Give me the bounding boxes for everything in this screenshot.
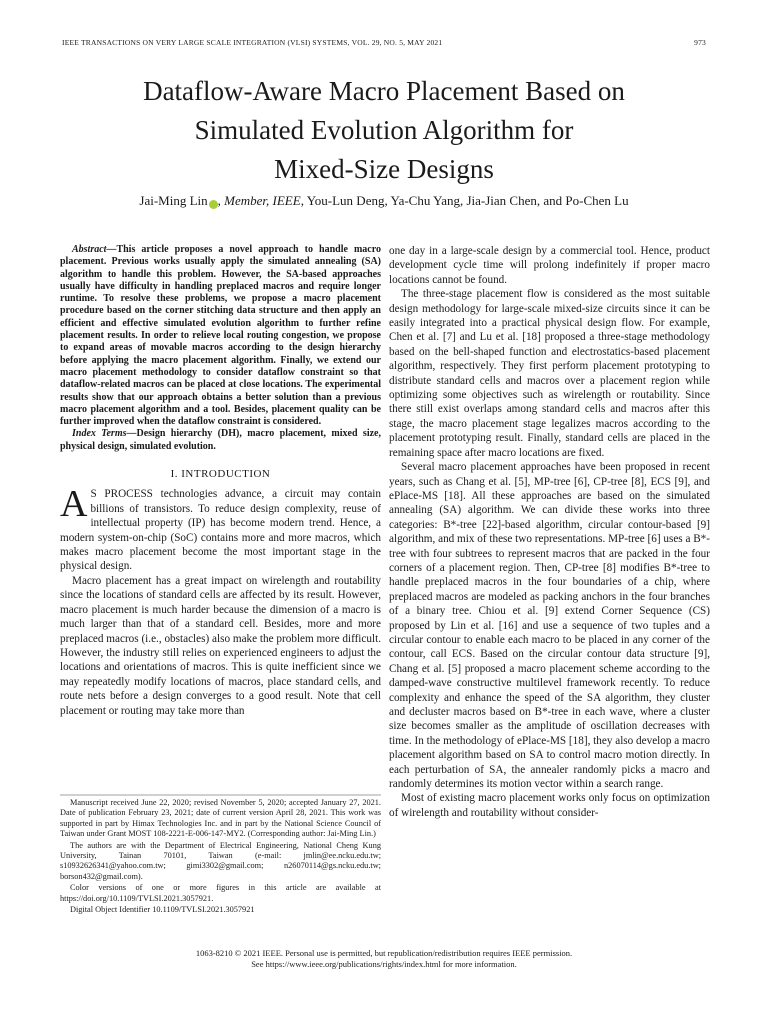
title-line-2: Simulated Evolution Algorithm for bbox=[194, 115, 574, 145]
title-line-3: Mixed-Size Designs bbox=[274, 154, 494, 184]
index-terms-label: Index Terms— bbox=[72, 428, 137, 440]
drop-cap: A bbox=[60, 483, 88, 526]
intro-paragraph-1-text: S PROCESS technologies advance, a circuit may contain billions of transistors. To reduce design complexity, reuse of intellectual property (IP) has become modern trend. Hence, a modern system-on-chip (SoC) contains more and more macros, which makes macro placement become the most important stage in the physical design. bbox=[60, 488, 381, 573]
body-paragraph-1: one day in a large-scale design by a commercial tool. Hence, product development cycle time will prolong indefinitely if proper macro locations cannot be found. bbox=[389, 245, 710, 286]
author-membership: , Member, IEEE bbox=[217, 193, 301, 208]
author-list bbox=[50, 193, 718, 209]
page-number: 973 bbox=[694, 38, 706, 47]
journal-name: IEEE TRANSACTIONS ON VERY LARGE SCALE INTEGRATION (VLSI) SYSTEMS, VOL. 29, NO. 5, MAY 2021 bbox=[62, 38, 443, 47]
orcid-icon[interactable] bbox=[209, 200, 218, 209]
left-column bbox=[60, 244, 381, 718]
index-terms-text: Design hierarchy (DH), macro placement, mixed size, physical design, simulated evolution. bbox=[60, 428, 381, 452]
abstract-text: This article proposes a novel approach to handle macro placement. Previous works usually apply the simulated annealing (SA) algorithm to handle this problem. However, the SA-based approaches usually have difficulty in handling preplaced macros and require longer runtime. To resolve these problems, we propose a macro placement procedure based on the corner stitching data structure and then apply an efficient and effective simulated evolution algorithm to further refine placement results. In order to relieve local routing congestion, we propose to expand areas of movable macros according to the design hierarchy before applying the macro placement algorithm. Finally, we extend our macro placement methodology to consider dataflow constraint so that dataflow-related macros can be placed at close locations. The experimental results show that our approach obtains a better solution than a previous macro placement algorithm and a tool. Besides, placement quality can be further improved when the dataflow constraint is considered. bbox=[60, 244, 381, 428]
footnote-divider bbox=[60, 794, 381, 796]
footnotes bbox=[60, 798, 381, 916]
footnote-doi: Digital Object Identifier 10.1109/TVLSI.2021.3057921 bbox=[70, 905, 255, 915]
paper-title bbox=[60, 72, 708, 189]
right-column bbox=[389, 244, 710, 820]
footnote-color-versions: Color versions of one or more figures in this article are available at https://doi.org/10.1109/TVLSI.2021.3057921. bbox=[60, 883, 381, 903]
title-line-1: Dataflow-Aware Macro Placement Based on bbox=[143, 76, 625, 106]
running-header bbox=[62, 38, 706, 52]
abstract bbox=[60, 244, 381, 428]
copyright-line-2: See https://www.ieee.org/publications/rights/index.html for more information. bbox=[251, 959, 517, 969]
index-terms bbox=[60, 428, 381, 453]
section-heading-introduction: I. INTRODUCTION bbox=[170, 468, 271, 481]
body-paragraph-4: Most of existing macro placement works only focus on optimization of wirelength and routability without consider- bbox=[389, 792, 710, 819]
copyright-notice bbox=[60, 948, 708, 970]
copyright-line-1: 1063-8210 © 2021 IEEE. Personal use is permitted, but republication/redistribution requires IEEE permission. bbox=[195, 948, 573, 958]
intro-paragraph-2: Macro placement has a great impact on wirelength and routability since the locations of standard cells are affected by its result. However, macro placement is much harder because the dimension of a macro is much larger than that of a standard cell. Besides, more and more preplaced macros (i.e., obstacles) also make the problem more difficult. However, the industry still relies on experienced engineers to adjust the locations and orientations of macros. This is quite inefficient since we may repeatedly modify locations of macros, place standard cells, and route nets before a design converges to a good result. Note that cell placement or routing may take more than bbox=[60, 574, 381, 717]
other-authors: , You-Lun Deng, Ya-Chu Yang, Jia-Jian Chen, and Po-Chen Lu bbox=[300, 193, 629, 208]
body-paragraph-3: Several macro placement approaches have been proposed in recent years, such as Chang et al. [5], MP-tree [6], CP-tree [8], ECS [9], and ePlace-MS [18]. All these approaches are based on the simulated annealing (SA) algorithm. We can divide these works into three categories: B*-tree [22]-based algorithm, circular contour-based [9] algorithm, and mix of these two representations. MP-tree [6] uses a B*-tree with four subtrees to represent macros that are packed in the four corners of a placement region. Then, CP-tree [8] modifies B*-tree to handle preplaced macros in the four boundaries of a chip, where preplaced macros are modeled as packing anchors in the four branches of a binary tree. Chiou et al. [9] extend Corner Sequence (CS) proposed by Lin et al. [16] and use a sequence of two tuples and a circular contour to enable each macro to be placed in any corner of the contour, call ECS. Based on the circular contour data structure [9], Chang et al. [5] proposed a macro placement scheme according to the damped-wave constructive multilevel framework recently. To reduce complexity and enhance the speed of the SA algorithm, they cluster and decluster macros based on B*-tree in each wave, where a cluster size becomes smaller as the amplitude of oscillation decreases with time. In the methodology of ePlace-MS [18], they also develop a macro placement algorithm based on SA to control macro motion directly. In each perturbation of SA, the annealer randomly picks a macro and randomly determines its motion vector within a search range. bbox=[389, 461, 710, 791]
first-author: Jai-Ming Lin bbox=[139, 193, 208, 208]
abstract-label: Abstract— bbox=[72, 244, 117, 255]
body-paragraph-2: The three-stage placement flow is considered as the most suitable design methodology for large-scale mixed-size circuits since it can be easily integrated into a practical physical design flow. For example, Chen et al. [7] and Lu et al. [18] proposed a three-stage methodology based on the bell-shaped function and electrostatics-based placement algorithm, respectively. They first perform placement prototyping to distribute standard cells and macros over a placement region while optimizing some objectives such as wirelength or routability. Since there still exist overlaps among standard cells and macros after this stage, the macro placement stage legalizes macros according to the placement prototyping result. Finally, standard cells are placed in the remaining space after macro locations are fixed. bbox=[389, 288, 710, 459]
intro-paragraph-1 bbox=[60, 483, 381, 573]
footnote-manuscript: Manuscript received June 22, 2020; revised November 5, 2020; accepted January 27, 2021. Date of publication February 23, 2021; date of current version April 28, 2021. This work was supported in part by Himax Technologies Inc. and in part by the National Science Council of Taiwan under Grant MOST 108-2221-E-006-147-MY2. (Corresponding author: Jai-Ming Lin.) bbox=[60, 798, 381, 839]
footnote-affiliation: The authors are with the Department of Electrical Engineering, National Cheng Kung University, Tainan 70101, Taiwan (e-mail: jmlin@ee.ncku.edu.tw; s10932626341@yahoo.com.tw; gimi3302@gmail.com; n26070114@gs.ncku.edu.tw; borson432@gmail.com). bbox=[60, 840, 381, 881]
